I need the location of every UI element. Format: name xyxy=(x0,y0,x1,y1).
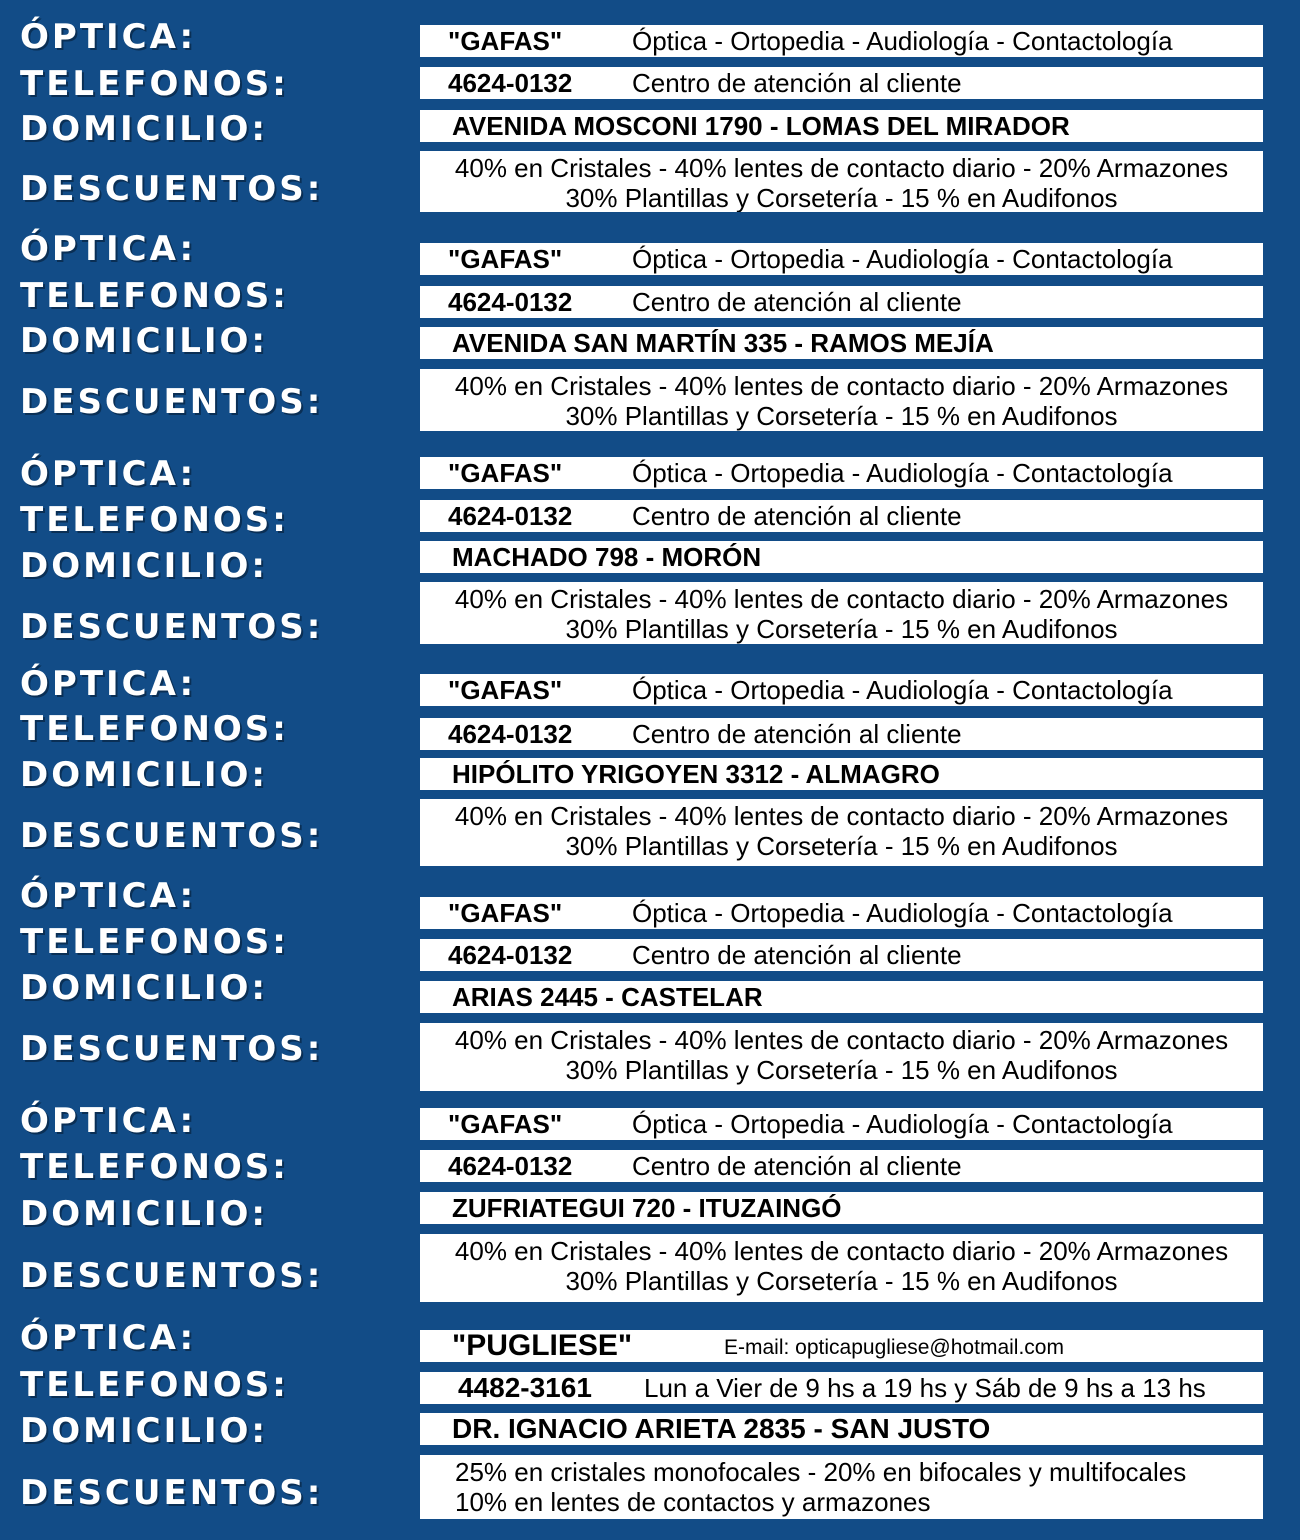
optica-name-box xyxy=(420,897,1263,929)
discounts-box xyxy=(420,369,1263,431)
optica-label: ÓPTICA: xyxy=(20,17,197,57)
discount-line-2: 30% Plantillas y Corsetería - 15 % en Audifonos xyxy=(565,1266,1118,1296)
domicilio-label: DOMICILIO: xyxy=(20,321,269,361)
optica-name-box xyxy=(420,25,1263,57)
optica-label: ÓPTICA: xyxy=(20,664,197,704)
optica-label: ÓPTICA: xyxy=(20,1318,197,1358)
phone-note: Centro de atención al cliente xyxy=(632,501,962,531)
optica-tagline: Óptica - Ortopedia - Audiología - Contactología xyxy=(632,244,1173,274)
address-box xyxy=(420,758,1263,790)
optica-name-box xyxy=(420,1108,1263,1140)
opening-hours: Lun a Vier de 9 hs a 19 hs y Sáb de 9 hs a 13 hs xyxy=(644,1373,1206,1403)
address-box xyxy=(420,1413,1263,1445)
phone-box xyxy=(420,939,1263,971)
phone-note: Centro de atención al cliente xyxy=(632,940,962,970)
descuentos-label: DESCUENTOS: xyxy=(20,169,324,209)
discount-line-1: 40% en Cristales - 40% lentes de contacto diario - 20% Armazones xyxy=(454,371,1229,401)
optica-tagline: Óptica - Ortopedia - Audiología - Contactología xyxy=(632,898,1173,928)
address: AVENIDA SAN MARTÍN 335 - RAMOS MEJÍA xyxy=(452,328,994,358)
optica-tagline: Óptica - Ortopedia - Audiología - Contactología xyxy=(632,1109,1173,1139)
discount-line-1: 40% en Cristales - 40% lentes de contacto diario - 20% Armazones xyxy=(454,1025,1229,1055)
optica-label: ÓPTICA: xyxy=(20,229,197,269)
address-box xyxy=(420,981,1263,1013)
descuentos-label: DESCUENTOS: xyxy=(20,1029,324,1069)
phone-box xyxy=(420,286,1263,318)
domicilio-label: DOMICILIO: xyxy=(20,1411,269,1451)
domicilio-label: DOMICILIO: xyxy=(20,755,269,795)
optica-name-box xyxy=(420,457,1263,489)
discount-line-2: 30% Plantillas y Corsetería - 15 % en Audifonos xyxy=(565,614,1118,644)
telefonos-label: TELEFONOS: xyxy=(20,500,289,540)
optica-name-box xyxy=(420,674,1263,706)
discounts-box xyxy=(420,799,1263,866)
optica-label: ÓPTICA: xyxy=(20,1101,197,1141)
address: ZUFRIATEGUI 720 - ITUZAINGÓ xyxy=(452,1193,842,1223)
email: E-mail: opticapugliese@hotmail.com xyxy=(724,1336,1064,1359)
telefonos-label: TELEFONOS: xyxy=(20,276,289,316)
discounts-box xyxy=(420,1023,1263,1091)
phone-box xyxy=(420,67,1263,99)
optica-name: "GAFAS" xyxy=(448,26,563,56)
optica-label: ÓPTICA: xyxy=(20,876,197,916)
descuentos-label: DESCUENTOS: xyxy=(20,1256,324,1296)
discounts-box xyxy=(420,1234,1263,1302)
discount-line-1: 25% en cristales monofocales - 20% en bifocales y multifocales xyxy=(455,1457,1187,1487)
domicilio-label: DOMICILIO: xyxy=(20,109,269,149)
address: DR. IGNACIO ARIETA 2835 - SAN JUSTO xyxy=(452,1413,991,1444)
phone-note: Centro de atención al cliente xyxy=(632,68,962,98)
optica-name: "GAFAS" xyxy=(448,1109,563,1139)
domicilio-label: DOMICILIO: xyxy=(20,1194,269,1234)
telefonos-label: TELEFONOS: xyxy=(20,709,289,749)
address: ARIAS 2445 - CASTELAR xyxy=(452,982,763,1012)
telefonos-label: TELEFONOS: xyxy=(20,1147,289,1187)
telefonos-label: TELEFONOS: xyxy=(20,922,289,962)
optica-tagline: Óptica - Ortopedia - Audiología - Contactología xyxy=(632,675,1173,705)
phone-note: Centro de atención al cliente xyxy=(632,287,962,317)
address-box xyxy=(420,1192,1263,1224)
phone-number: 4624-0132 xyxy=(448,501,573,531)
optica-name: "GAFAS" xyxy=(448,458,563,488)
discount-line-1: 40% en Cristales - 40% lentes de contacto diario - 20% Armazones xyxy=(454,801,1229,831)
address-box xyxy=(420,327,1263,359)
address-box xyxy=(420,541,1263,573)
phone-box xyxy=(420,500,1263,532)
domicilio-label: DOMICILIO: xyxy=(20,546,269,586)
optica-label: ÓPTICA: xyxy=(20,454,197,494)
optica-name: "PUGLIESE" xyxy=(452,1330,633,1362)
optica-tagline: Óptica - Ortopedia - Audiología - Contactología xyxy=(632,458,1173,488)
optica-name: "GAFAS" xyxy=(448,244,563,274)
phone-box xyxy=(420,1150,1263,1182)
address-box xyxy=(420,110,1263,142)
address: MACHADO 798 - MORÓN xyxy=(452,542,762,572)
discount-line-2: 30% Plantillas y Corsetería - 15 % en Audifonos xyxy=(565,401,1118,431)
phone-box xyxy=(420,718,1263,750)
optica-name-box xyxy=(420,1330,1263,1362)
phone-number: 4624-0132 xyxy=(448,287,573,317)
address: HIPÓLITO YRIGOYEN 3312 - ALMAGRO xyxy=(452,759,940,789)
discount-line-2: 30% Plantillas y Corsetería - 15 % en Audifonos xyxy=(565,1055,1118,1085)
phone-number: 4482-3161 xyxy=(458,1372,592,1403)
phone-number: 4624-0132 xyxy=(448,68,573,98)
phone-number: 4624-0132 xyxy=(448,1151,573,1181)
descuentos-label: DESCUENTOS: xyxy=(20,607,324,647)
telefonos-label: TELEFONOS: xyxy=(20,1365,289,1405)
discounts-box xyxy=(420,1455,1263,1519)
optica-name: "GAFAS" xyxy=(448,675,563,705)
telefonos-label: TELEFONOS: xyxy=(20,64,289,104)
discount-line-1: 40% en Cristales - 40% lentes de contacto diario - 20% Armazones xyxy=(454,1236,1229,1266)
phone-note: Centro de atención al cliente xyxy=(632,1151,962,1181)
optica-name-box xyxy=(420,243,1263,275)
discount-line-2: 30% Plantillas y Corsetería - 15 % en Audifonos xyxy=(565,831,1118,861)
address: AVENIDA MOSCONI 1790 - LOMAS DEL MIRADOR xyxy=(452,111,1070,141)
descuentos-label: DESCUENTOS: xyxy=(20,382,324,422)
phone-note: Centro de atención al cliente xyxy=(632,719,962,749)
optica-name: "GAFAS" xyxy=(448,898,563,928)
discounts-box xyxy=(420,151,1263,212)
discount-line-2: 30% Plantillas y Corsetería - 15 % en Audifonos xyxy=(565,183,1118,212)
descuentos-label: DESCUENTOS: xyxy=(20,1473,324,1513)
optica-tagline: Óptica - Ortopedia - Audiología - Contactología xyxy=(632,26,1173,56)
phone-number: 4624-0132 xyxy=(448,719,573,749)
discount-line-1: 40% en Cristales - 40% lentes de contacto diario - 20% Armazones xyxy=(454,153,1229,183)
discount-line-1: 40% en Cristales - 40% lentes de contacto diario - 20% Armazones xyxy=(454,584,1229,614)
phone-box xyxy=(420,1372,1263,1404)
discounts-box xyxy=(420,582,1263,644)
descuentos-label: DESCUENTOS: xyxy=(20,816,324,856)
phone-number: 4624-0132 xyxy=(448,940,573,970)
domicilio-label: DOMICILIO: xyxy=(20,968,269,1008)
discount-line-2: 10% en lentes de contactos y armazones xyxy=(455,1487,931,1517)
